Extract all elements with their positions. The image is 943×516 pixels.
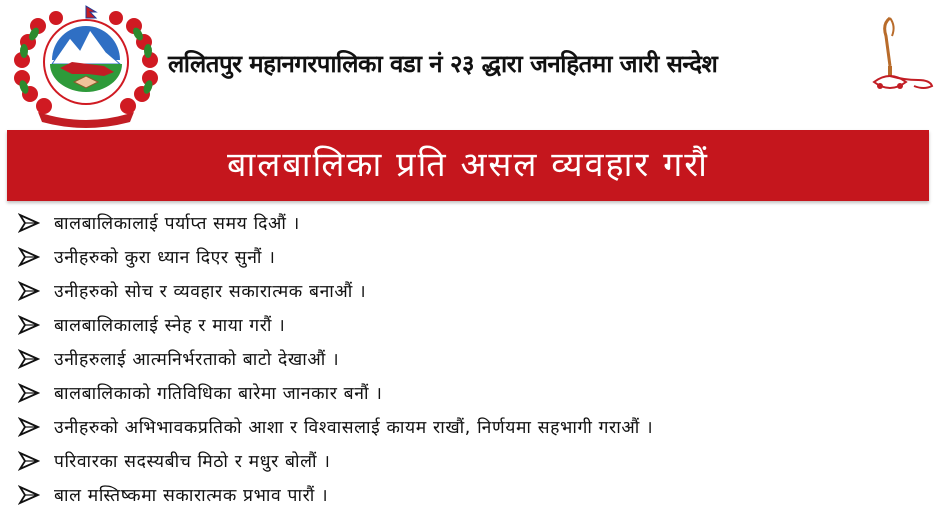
list-item-text: बालबालिकालाई पर्याप्त समय दिऔं ।: [54, 214, 300, 234]
list-item: [18, 274, 918, 308]
nepal-government-emblem-icon: [8, 4, 164, 128]
page-header-title: ललितपुर महानगरपालिका वडा नं २३ द्धारा जनहितमा जारी सन्देश: [168, 50, 718, 78]
list-item-text: बालबालिकाको गतिविधिका बारेमा जानकार बनौं ।: [54, 384, 383, 404]
arrow-bullet-icon: [18, 281, 40, 301]
emblem-motto: जननी जन्मभूमिश्च स्वर्गादपि गरीयसी: [53, 112, 121, 118]
arrow-bullet-icon: [18, 349, 40, 369]
arrow-bullet-icon: [18, 213, 40, 233]
list-item: [18, 206, 918, 240]
list-item-text: उनीहरुको सोच र व्यवहार सकारात्मक बनाऔं ।: [54, 282, 367, 302]
list-item-text: परिवारका सदस्यबीच मिठो र मधुर बोलौं ।: [54, 452, 331, 472]
arrow-bullet-icon: [18, 485, 40, 505]
nepal-emblem-logo: [8, 4, 164, 128]
arrow-bullet-icon: [18, 451, 40, 471]
list-item: [18, 410, 918, 444]
municipality-logo: [868, 14, 938, 98]
arrow-bullet-icon: [18, 383, 40, 403]
list-item-text: उनीहरुलाई आत्मनिर्भरताको बाटो देखाऔं ।: [54, 350, 340, 370]
list-item-text: उनीहरुको कुरा ध्यान दिएर सुनौं ।: [54, 248, 276, 268]
list-item-text: बाल मस्तिष्कमा सकारात्मक प्रभाव पारौं ।: [54, 486, 329, 506]
title-banner: [7, 130, 929, 201]
municipality-pen-logo-icon: [868, 14, 938, 98]
list-item: [18, 444, 918, 478]
arrow-bullet-icon: [18, 315, 40, 335]
list-item-text: उनीहरुको अभिभावकप्रतिको आशा र विश्वासलाई कायम राखौं, निर्णयमा सहभागी गराऔं ।: [54, 418, 654, 438]
list-item-text: बालबालिकालाई स्नेह र माया गरौं ।: [54, 316, 286, 336]
banner-title: बालबालिका प्रति असल व्यवहार गरौं: [227, 145, 709, 185]
list-item: [18, 376, 918, 410]
list-item: [18, 308, 918, 342]
list-item: [18, 240, 918, 274]
arrow-bullet-icon: [18, 417, 40, 437]
list-item: [18, 478, 918, 512]
message-list: [18, 206, 918, 512]
arrow-bullet-icon: [18, 247, 40, 267]
list-item: [18, 342, 918, 376]
